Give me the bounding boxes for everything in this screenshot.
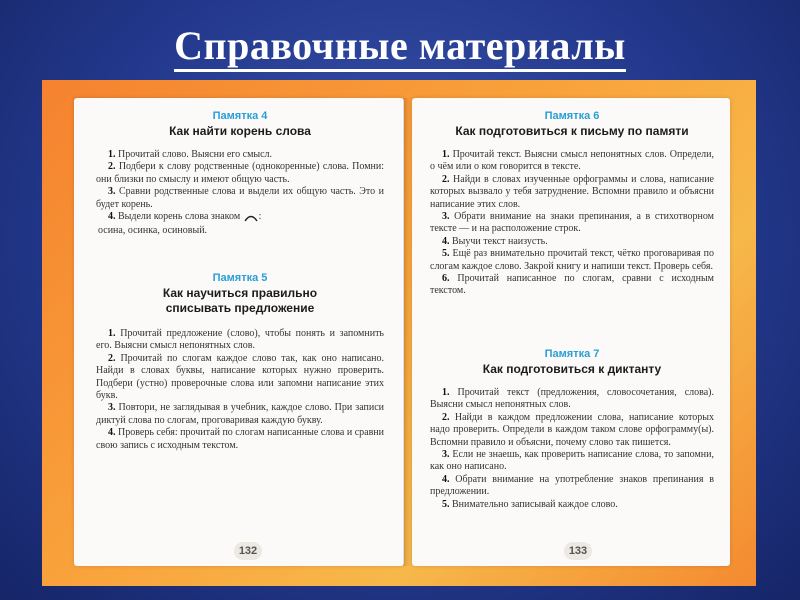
list-item: 3. Сравни родственные слова и выдели их общую часть. Это и будет корень. xyxy=(96,186,385,210)
list-item: 6. Прочитай написанное по слогам, сравни с исходным текстом. xyxy=(430,273,714,297)
memo-6-label: Памятка 6 xyxy=(544,110,600,122)
memo-5 xyxy=(96,272,384,452)
list-item: 2. Найди в словах изученные орфограммы и слова, написание которых вызвало у тебя затруднение. Вспомни правило и объясни написание этих слов. xyxy=(430,173,714,210)
list-item: 3. Обрати внимание на знаки препинания, а в стихотворном тексте — и на расположение строк. xyxy=(430,211,714,235)
memo-7-title: Как подготовиться к диктанту xyxy=(482,362,662,376)
root-sign-icon xyxy=(243,212,259,222)
list-item: 1. Прочитай слово. Выясни его смысл. xyxy=(108,149,273,160)
list-item: 4. Проверь себя: прочитай по слогам написанные слова и сравни свою запись с исходным текстом. xyxy=(96,427,385,451)
memo-4-label: Памятка 4 xyxy=(212,110,268,122)
list-item: 2. Найди в каждом предложении слова, написание которых надо проверить. Определи в каждом таком слове орфограмму(ы). Вспомни правило и объясни, почему слово так пишется. xyxy=(430,411,714,448)
list-item: 5. Ещё раз внимательно прочитай текст, чётко проговаривая по слогам каждое слово. Закрой книгу и напиши текст. Проверь себя. xyxy=(430,248,714,272)
memo-4-body xyxy=(96,149,384,238)
page-number: 132 xyxy=(234,542,262,560)
list-item: 1. Прочитай текст (предложения, словосочетания, слова). Выясни смысл непонятных слов. xyxy=(430,387,715,411)
memo-7 xyxy=(430,348,714,511)
memo-6-title: Как подготовиться к письму по памяти xyxy=(455,124,689,138)
memo-7-label: Памятка 7 xyxy=(544,348,600,360)
root-examples: осина, осинка, осиновый. xyxy=(98,225,208,237)
memo-5-title: Как научиться правильно списывать предложение xyxy=(162,286,318,315)
list-item: 2. Прочитай по слогам каждое слово так, как оно написано. Найди в словах буквы, написание которых нужно проверить. Подбери (устно) проверочные слова или запомни написание этих букв. xyxy=(96,352,384,402)
memo-4-title: Как найти корень слова xyxy=(169,124,311,138)
list-item: 5. Внимательно записывай каждое слово. xyxy=(442,498,618,510)
page-number: 133 xyxy=(564,542,592,560)
memo-4 xyxy=(96,110,384,238)
list-item: 1. Прочитай предложение (слово), чтобы понять и запомнить его. Выясни смысл непонятных слов. xyxy=(96,328,384,352)
list-item: 3. Если не знаешь, как проверить написание слова, то запомни, как оно написано. xyxy=(430,449,715,473)
list-item: 2. Подбери к слову родственные (однокоренные) слова. Помни: они близки по смыслу и имеют общую часть. xyxy=(96,161,385,185)
list-item: 4. Выучи текст наизусть. xyxy=(442,235,548,247)
right-page xyxy=(412,98,730,566)
slide-title-text: Справочные материалы xyxy=(174,23,626,72)
list-item: 4. Обрати внимание на употребление знаков препинания в предложении. xyxy=(430,473,714,498)
book-fold xyxy=(403,98,415,566)
memo-6 xyxy=(430,110,714,298)
memo-5-label: Памятка 5 xyxy=(212,272,268,284)
list-item: 4. Выдели корень слова знаком : xyxy=(108,211,262,223)
memo-5-body xyxy=(96,328,384,452)
memo-7-body xyxy=(430,387,714,511)
list-item: 1. Прочитай текст. Выясни смысл непонятных слов. Определи, о чём или о ком говорится в тексте. xyxy=(430,149,715,173)
textbook-spread xyxy=(42,80,756,586)
left-page xyxy=(74,98,404,566)
memo-6-body xyxy=(430,149,714,298)
list-item: 3. Повтори, не заглядывая в учебник, каждое слово. При записи диктуй слова по слогам, проговаривая каждую букву. xyxy=(96,402,385,426)
slide-title xyxy=(0,22,800,69)
